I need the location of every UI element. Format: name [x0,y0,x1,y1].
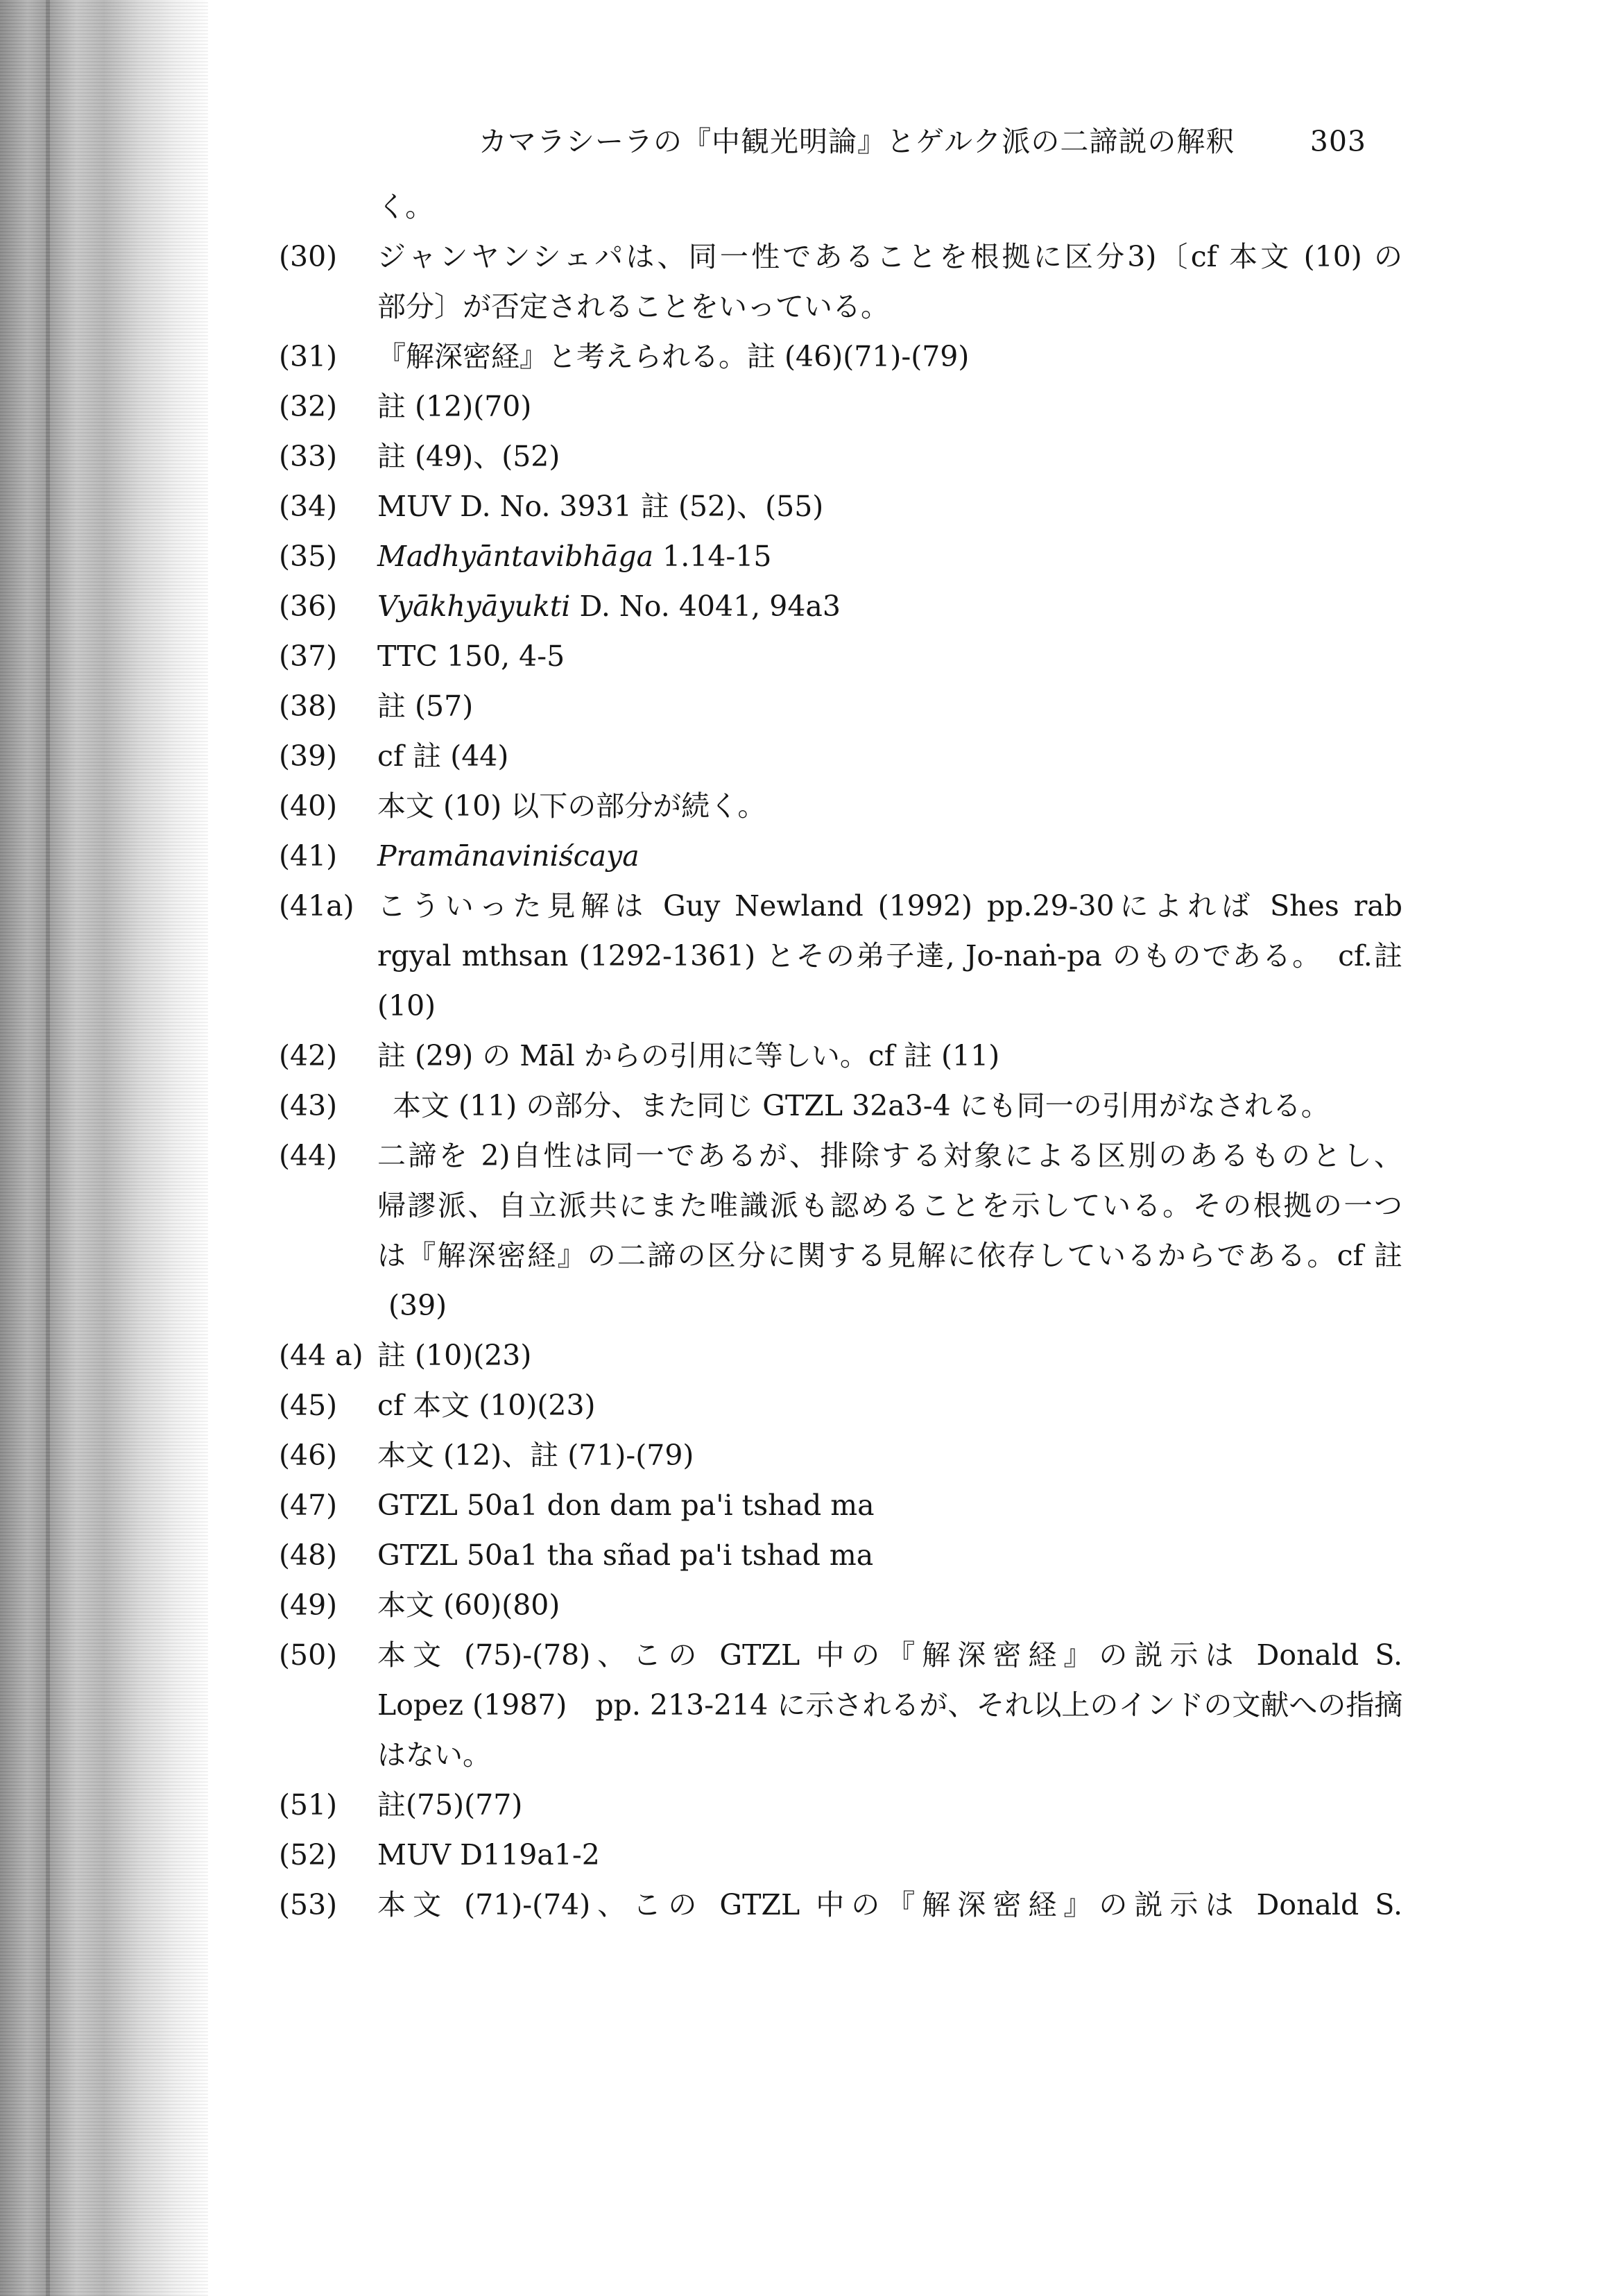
note-line: (39) [388,1289,447,1322]
note-text: cf 註 (44) [377,739,509,773]
note-line: rgyal mthsan (1292-1361) とその弟子達, Jo-naṅ-pa のものである。 cf.註 [377,939,1402,973]
note-text: 『解深密経』と考えられる。註 (46)(71)-(79) [377,340,970,373]
note-number: (35) [279,540,338,573]
note-text: TTC 150, 4-5 [377,640,565,673]
running-title: カマラシーラの『中観光明論』とゲルク派の二諦説の解釈 [479,125,1235,158]
note-line: 本文 (75)-(78)、この GTZL 中の『解深密経』の説示は Donald S. [377,1638,1402,1672]
note-number: (48) [279,1539,338,1572]
note-text [377,531,771,581]
note-number: (44 a) [279,1339,363,1372]
page-number: 303 [1309,125,1366,158]
italic-title: Pramānaviniścaya [377,839,639,873]
note-number: (42) [279,1039,338,1072]
note-number: (30) [279,240,338,273]
note-number: (36) [279,590,338,623]
note-text: 註 (10)(23) [377,1339,532,1372]
note-number: (33) [279,440,338,473]
note-number: (51) [279,1788,338,1822]
running-header [479,122,1366,161]
note-number: (47) [279,1489,338,1522]
note-text: GTZL 50a1 don dam pa'i tshad ma [377,1489,875,1522]
note-number: (37) [279,640,338,673]
note-text [377,1880,1402,1930]
note-line: こういった見解は Guy Newland (1992) pp.29-30によれば Shes rab [377,889,1402,923]
note-text [377,1131,1402,1330]
note-text: GTZL 50a1 tha sñad pa'i tshad ma [377,1539,874,1572]
note-number: (44) [279,1139,338,1172]
note-number: (46) [279,1439,338,1472]
note-rest: D. No. 4041, 94a3 [570,590,841,623]
note-line: 部分〕が否定されることをいっている。 [377,290,889,323]
note-number: (38) [279,689,338,723]
note-text: 本文 (60)(80) [377,1588,560,1622]
note-number: (50) [279,1638,338,1672]
note-line: Lopez (1987) pp. 213-214 に示されるが、それ以上のインドの文献への指摘 [377,1688,1403,1722]
note-line: 本文 (71)-(74)、この GTZL 中の『解深密経』の説示は Donald S. [377,1888,1402,1921]
note-number: (34) [279,490,338,523]
note-text: 註 (49)、(52) [377,440,560,473]
note-number: (49) [279,1588,338,1622]
note-text: MUV D. No. 3931 註 (52)、(55) [377,490,824,523]
note-text [377,581,841,631]
note-text: 註 (29) の Māl からの引用に等しい。cf 註 (11) [377,1039,1000,1072]
note-number: (31) [279,340,338,373]
note-line: ジャンヤンシェパは、同一性であることを根拠に区分3)〔cf 本文 (10) の [377,240,1402,273]
note-number: (39) [279,739,338,773]
italic-title: Madhyāntavibhāga [377,540,654,573]
note-text: 本文 (12)、註 (71)-(79) [377,1439,694,1472]
note-text [377,232,1402,332]
note-text: 本文 (11) の部分、また同じ GTZL 32a3-4 にも同一の引用がなされる。 [393,1089,1330,1122]
note-number: (43) [279,1089,338,1122]
scan-gutter-shadow [0,0,208,2296]
note-number: (32) [279,390,338,423]
note-text: 本文 (10) 以下の部分が続く。 [377,789,766,823]
note-number: (41a) [279,889,354,923]
note-text [377,881,1402,1031]
note-line: 帰謬派、自立派共にまた唯識派も認めることを示している。その根拠の一つ [377,1189,1402,1222]
note-text: cf 本文 (10)(23) [377,1389,596,1422]
note-number: (41) [279,839,338,873]
note-text [377,831,639,881]
note-line: は『解深密経』の二諦の区分に関する見解に依存しているからである。cf 註 [377,1239,1402,1272]
note-number: (45) [279,1389,338,1422]
note-text: 註 (57) [377,689,474,723]
note-text: 註 (12)(70) [377,390,532,423]
note-number: (53) [279,1888,338,1921]
note-line: はない。 [377,1738,491,1772]
note-rest: 1.14-15 [653,540,772,573]
note-number: (52) [279,1838,338,1871]
note-text: MUV D119a1-2 [377,1838,600,1871]
note-text [377,1630,1402,1780]
note-line: 二諦を 2)自性は同一であるが、排除する対象による区別のあるものとし、 [377,1139,1402,1172]
note-line: (10) [377,989,436,1022]
italic-title: Vyākhyāyukti [377,590,571,623]
continuation-text: く。 [377,190,434,223]
note-number: (40) [279,789,338,823]
note-text: 註(75)(77) [377,1788,523,1822]
